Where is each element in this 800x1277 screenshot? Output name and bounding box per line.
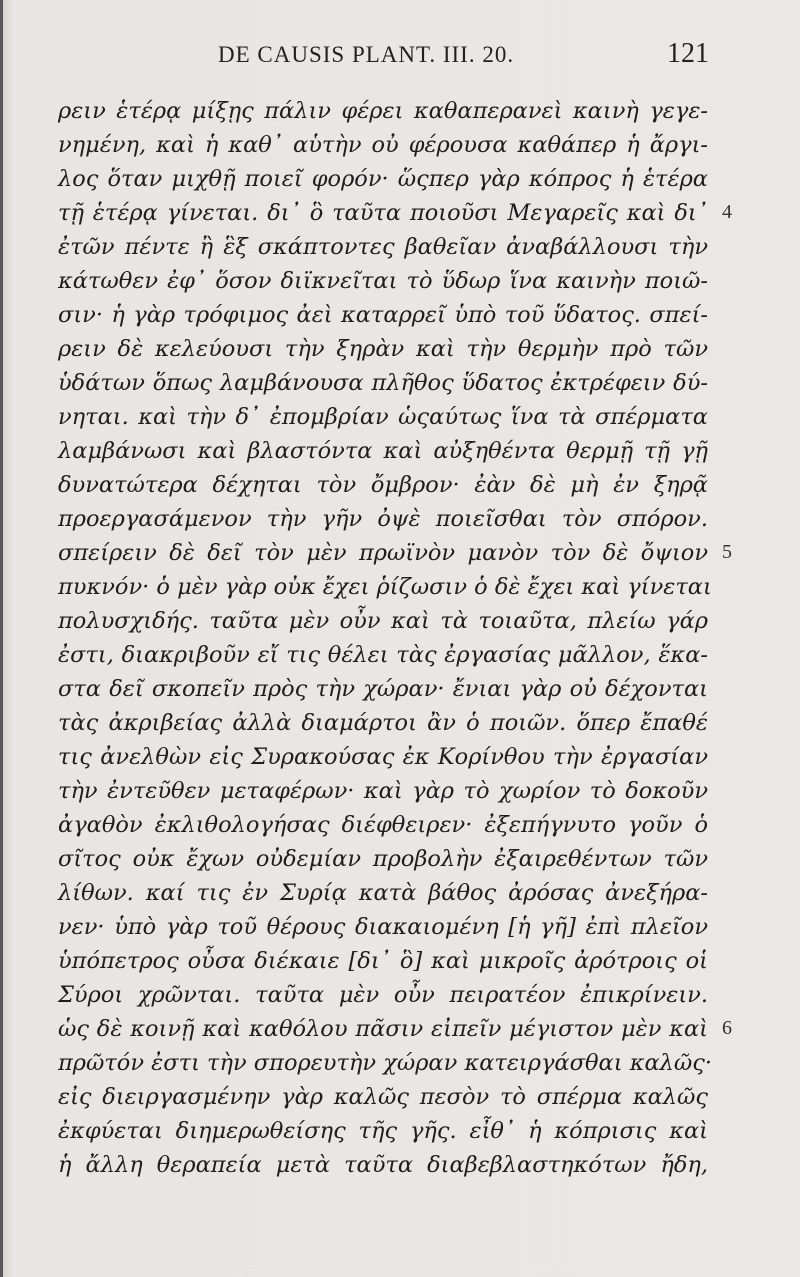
text-line: στα δεῖ σκοπεῖν πρὸς τὴν χώραν· ἔνιαι γὰρ οὐ δέχονται (58, 676, 708, 702)
page-number: 121 (667, 38, 709, 69)
text-line: δυνατώτερα δέχηται τὸν ὄμβρον· ἐὰν δὲ μὴ ἐν ξηρᾷ (58, 472, 708, 498)
text-line: λίθων. καί τις ἐν Συρίᾳ κατὰ βάθος ἀρόσας ἀνεξήρα- (58, 880, 708, 906)
section-number: 5 (722, 541, 732, 563)
running-head: DE CAUSIS PLANT. III. 20. (218, 42, 515, 67)
section-number: 4 (722, 201, 732, 223)
text-line: πολυσχιδής. ταῦτα μὲν οὖν καὶ τὰ τοιαῦτα, πλείω γάρ (58, 608, 708, 634)
text-line: λος ὅταν μιχθῇ ποιεῖ φορόν· ὥςπερ γὰρ κόπρος ἡ ἑτέρα (58, 166, 708, 192)
text-line: ὑδάτων ὅπως λαμβάνουσα πλῆθος ὕδατος ἐκτρέφειν δύ- (58, 370, 708, 396)
text-line: ὡς δὲ κοινῇ καὶ καθόλου πᾶσιν εἰπεῖν μέγιστον μὲν καὶ (58, 1016, 708, 1042)
binding-edge (0, 0, 3, 1277)
text-line: πρῶτόν ἐστι τὴν σπορευτὴν χώραν κατειργάσθαι καλῶς· (58, 1050, 713, 1076)
text-line: ἐκφύεται διημερωθείσης τῆς γῆς. εἶθ᾽ ἡ κόπρισις καὶ (58, 1118, 708, 1144)
text-line: τῇ ἑτέρᾳ γίνεται. δι᾽ ὃ ταῦτα ποιοῦσι Μεγαρεῖς καὶ δι᾽ (58, 200, 708, 226)
text-line: ἐτῶν πέντε ἢ ἓξ σκάπτοντες βαθεῖαν ἀναβάλλουσι τὴν (58, 234, 708, 260)
text-line: ὑπόπετρος οὖσα διέκαιε [δι᾽ ὃ] καὶ μικροῖς ἀρότροις οἱ (58, 948, 708, 974)
text-line: νεν· ὑπὸ γὰρ τοῦ θέρους διακαιομένη [ἡ γῆ] ἐπὶ πλεῖον (58, 914, 708, 940)
text-line: νηται. καὶ τὴν δ᾽ ἐπομβρίαν ὡςαύτως ἵνα τὰ σπέρματα (58, 404, 708, 430)
text-line: ἐστι, διακριβοῦν εἴ τις θέλει τὰς ἐργασίας μᾶλλον, ἕκα- (58, 642, 708, 668)
text-line: ρειν δὲ κελεύουσι τὴν ξηρὰν καὶ τὴν θερμὴν πρὸ τῶν (58, 336, 708, 362)
text-line: σπείρειν δὲ δεῖ τὸν μὲν πρωϊνὸν μανὸν τὸν δὲ ὄψιον (58, 540, 708, 566)
text-line: ἡ ἄλλη θεραπεία μετὰ ταῦτα διαβεβλαστηκότων ἤδη, (58, 1152, 708, 1178)
text-line: λαμβάνωσι καὶ βλαστόντα καὶ αὐξηθέντα θερμῇ τῇ γῇ (58, 438, 708, 464)
text-line: τις ἀνελθὼν εἰς Συρακούσας ἐκ Κορίνθου τὴν ἐργασίαν (58, 744, 708, 770)
text-line: νημένη, καὶ ἡ καθ᾽ αὑτὴν οὐ φέρουσα καθάπερ ἡ ἄργι- (58, 132, 708, 158)
text-line: εἰς διειργασμένην γὰρ καλῶς πεσὸν τὸ σπέρμα καλῶς (58, 1084, 708, 1110)
text-line: σῖτος οὐκ ἔχων οὐδεμίαν προβολὴν ἐξαιρεθέντων τῶν (58, 846, 708, 872)
page-header (0, 38, 800, 78)
text-line: σιν· ἡ γὰρ τρόφιμος ἀεὶ καταρρεῖ ὑπὸ τοῦ ὕδατος. σπεί- (58, 302, 708, 328)
section-number: 6 (722, 1017, 732, 1039)
text-line: τὰς ἀκριβείας ἀλλὰ διαμάρτοι ἂν ὁ ποιῶν. ὅπερ ἔπαθέ (58, 710, 708, 736)
text-line: κάτωθεν ἐφ᾽ ὅσον διϊκνεῖται τὸ ὕδωρ ἵνα καινὴν ποιῶ- (58, 268, 708, 294)
text-line: ρειν ἑτέρᾳ μίξῃς πάλιν φέρει καθαπερανεὶ καινὴ γεγε- (58, 98, 708, 124)
text-line: πυκνόν· ὁ μὲν γὰρ οὐκ ἔχει ῥίζωσιν ὁ δὲ ἔχει καὶ γίνεται (58, 574, 712, 600)
text-line: ἀγαθὸν ἐκλιθολογήσας διέφθειρεν· ἐξεπήγνυτο γοῦν ὁ (58, 812, 708, 838)
text-line: Σύροι χρῶνται. ταῦτα μὲν οὖν πειρατέον ἐπικρίνειν. (58, 982, 708, 1008)
text-line: προεργασάμενον τὴν γῆν ὀψὲ ποιεῖσθαι τὸν σπόρον. (58, 506, 708, 532)
text-line: τὴν ἐντεῦθεν μεταφέρων· καὶ γὰρ τὸ χωρίον τὸ δοκοῦν (58, 778, 708, 804)
